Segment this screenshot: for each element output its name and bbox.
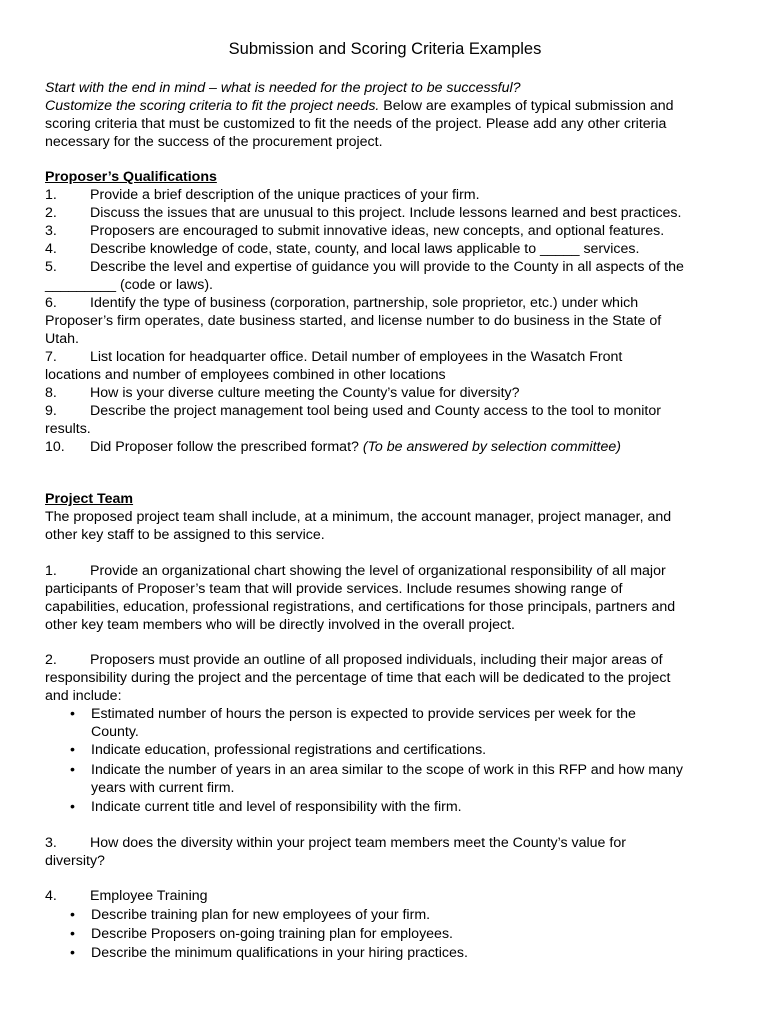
team-p1-line-2: participants of Proposer’s team that will provide services. Include resumes showing range of xyxy=(45,581,623,597)
qual-item-5 xyxy=(45,259,684,276)
qual-text: Describe the level and expertise of guidance you will provide to the County in all aspects of the xyxy=(90,259,684,275)
qual-item-4 xyxy=(45,241,639,258)
qual-item-1 xyxy=(45,187,480,204)
qual-text: Describe knowledge of code, state, county, and local laws applicable to _____ services. xyxy=(90,241,640,257)
qual-item-6 xyxy=(45,295,638,312)
team-p2-bullet-3-cont: years with current firm. xyxy=(91,780,235,796)
team-p4-heading xyxy=(45,888,208,905)
team-p4-bullet-2: Describe Proposers on-going training plan for employees. xyxy=(91,926,453,942)
qual-text-italic: (To be answered by selection committee) xyxy=(362,439,621,455)
team-num: 3. xyxy=(45,835,57,851)
team-num: 4. xyxy=(45,888,57,904)
team-text: How does the diversity within your project team members meet the County’s value for xyxy=(90,835,626,851)
team-num: 2. xyxy=(45,652,57,668)
team-text: Proposers must provide an outline of all proposed individuals, including their major areas of xyxy=(90,652,663,668)
team-p2-bullet-1-cont: County. xyxy=(91,724,139,740)
intro-line-1: Start with the end in mind – what is needed for the project to be successful? xyxy=(45,80,521,96)
team-p2-bullet-4: Indicate current title and level of responsibility with the firm. xyxy=(91,799,462,815)
intro-line-4: necessary for the success of the procurement project. xyxy=(45,134,383,150)
intro-line-2-italic: Customize the scoring criteria to fit the project needs. xyxy=(45,98,380,114)
qual-item-3 xyxy=(45,223,664,240)
team-p3-line-1 xyxy=(45,835,626,852)
team-num: 1. xyxy=(45,563,57,579)
qual-text: Did Proposer follow the prescribed format? xyxy=(90,439,363,455)
qual-item-10 xyxy=(45,439,621,456)
team-intro-2: other key staff to be assigned to this service. xyxy=(45,527,325,543)
qual-item-7-cont: locations and number of employees combined in other locations xyxy=(45,367,446,383)
intro-line-2 xyxy=(45,98,674,115)
qual-num: 4. xyxy=(45,241,57,257)
intro-line-2-rest: Below are examples of typical submission and xyxy=(379,98,674,114)
qual-num: 10. xyxy=(45,439,65,455)
team-heading: Project Team xyxy=(45,491,134,507)
bullet-icon: • xyxy=(70,706,75,722)
team-p4-bullet-1: Describe training plan for new employees of your firm. xyxy=(91,907,431,923)
qual-text: Describe the project management tool being used and County access to the tool to monitor xyxy=(90,403,661,419)
team-text: Employee Training xyxy=(90,888,208,904)
bullet-icon: • xyxy=(70,926,75,942)
qual-text: Identify the type of business (corporation, partnership, sole proprietor, etc.) under which xyxy=(90,295,639,311)
qual-item-5-cont: _________ (code or laws). xyxy=(45,277,213,293)
team-p2-line-3: and include: xyxy=(45,688,122,704)
bullet-icon: • xyxy=(70,945,75,961)
qual-text: How is your diverse culture meeting the County’s value for diversity? xyxy=(90,385,520,401)
team-p1-line-3: capabilities, education, professional registrations, and certifications for those principals, partners and xyxy=(45,599,676,615)
qual-text: Provide a brief description of the unique practices of your firm. xyxy=(90,187,480,203)
qual-item-9-cont: results. xyxy=(45,421,91,437)
qual-item-6-cont2: Utah. xyxy=(45,331,79,347)
bullet-icon: • xyxy=(70,799,75,815)
bullet-icon: • xyxy=(70,742,75,758)
intro-line-3: scoring criteria that must be customized to fit the needs of the project. Please add any other criteria xyxy=(45,116,667,132)
qual-num: 6. xyxy=(45,295,57,311)
qual-num: 1. xyxy=(45,187,57,203)
team-p4-bullet-3: Describe the minimum qualifications in your hiring practices. xyxy=(91,945,468,961)
team-intro-1: The proposed project team shall include, at a minimum, the account manager, project manager, and xyxy=(45,509,672,525)
bullet-icon: • xyxy=(70,907,75,923)
team-text: Provide an organizational chart showing the level of organizational responsibility of all major xyxy=(90,563,666,579)
qual-item-7 xyxy=(45,349,622,366)
team-p2-bullet-1: Estimated number of hours the person is expected to provide services per week for the xyxy=(91,706,636,722)
qual-num: 8. xyxy=(45,385,57,401)
page-title: Submission and Scoring Criteria Examples xyxy=(228,40,542,58)
qual-text: Proposers are encouraged to submit innovative ideas, new concepts, and optional features. xyxy=(90,223,665,239)
qualifications-heading: Proposer’s Qualifications xyxy=(45,169,217,185)
qual-item-8 xyxy=(45,385,520,402)
qual-item-9 xyxy=(45,403,661,420)
bullet-icon: • xyxy=(70,762,75,778)
qual-num: 5. xyxy=(45,259,57,275)
qual-text: Discuss the issues that are unusual to this project. Include lessons learned and best practices. xyxy=(90,205,682,221)
qual-num: 2. xyxy=(45,205,57,221)
team-p3-line-2: diversity? xyxy=(45,853,105,869)
team-p2-line-2: responsibility during the project and the percentage of time that each will be dedicated to the project xyxy=(45,670,671,686)
qual-num: 9. xyxy=(45,403,57,419)
team-p1-line-4: other key team members who will be directly involved in the overall project. xyxy=(45,617,515,633)
team-p2-bullet-3: Indicate the number of years in an area similar to the scope of work in this RFP and how many xyxy=(91,762,683,778)
team-p1-line-1 xyxy=(45,563,666,580)
qual-num: 7. xyxy=(45,349,57,365)
qual-text: List location for headquarter office. Detail number of employees in the Wasatch Front xyxy=(90,349,623,365)
team-p2-line-1 xyxy=(45,652,663,669)
qual-item-2 xyxy=(45,205,681,222)
qual-num: 3. xyxy=(45,223,57,239)
qual-item-6-cont: Proposer’s firm operates, date business started, and license number to do business in the State of xyxy=(45,313,662,329)
team-p2-bullet-2: Indicate education, professional registrations and certifications. xyxy=(91,742,487,758)
